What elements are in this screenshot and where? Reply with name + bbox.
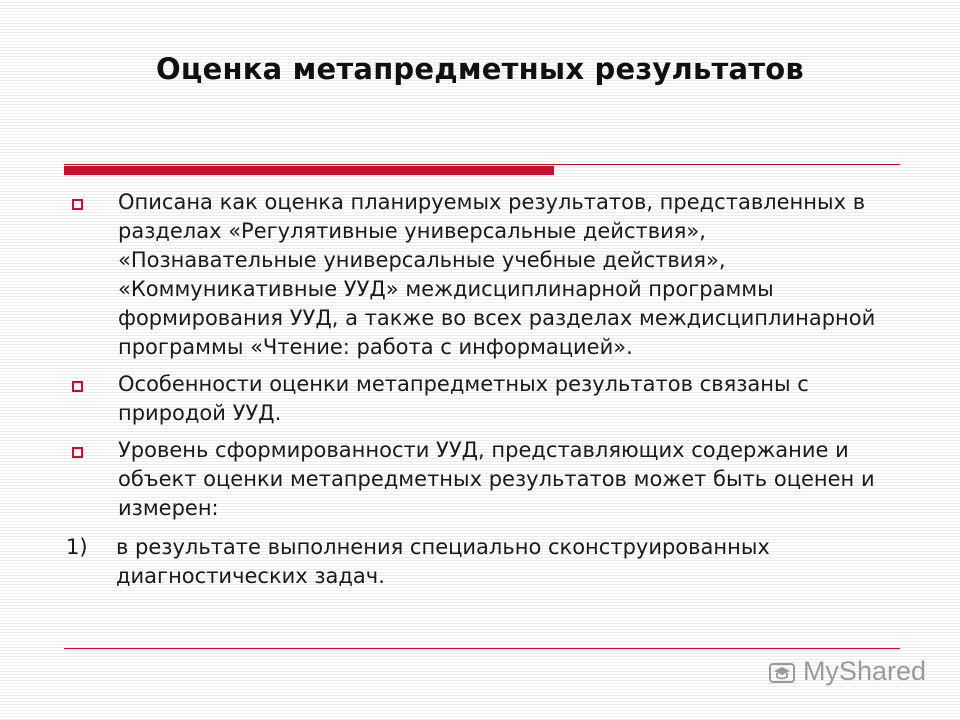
bullet-text: Уровень сформированности УУД, представляющих содержание и объект оценки метапредметных результатов может быть оценен и измерен: bbox=[118, 438, 875, 520]
bullet-text: Особенности оценки метапредметных результатов связаны с природой УУД. bbox=[118, 372, 809, 425]
square-bullet-icon bbox=[72, 447, 83, 458]
watermark bbox=[767, 656, 926, 687]
watermark-text: MyShared bbox=[802, 656, 926, 686]
title-divider-thin bbox=[64, 164, 900, 165]
numbered-item bbox=[68, 533, 880, 591]
bullet-item bbox=[68, 436, 880, 523]
numbered-item-text: в результате выполнения специально сконструированных диагностических задач. bbox=[116, 535, 770, 588]
item-number: 1) bbox=[66, 535, 88, 559]
slide-title: Оценка метапредметных результатов bbox=[156, 52, 804, 86]
bullet-text: Описана как оценка планируемых результатов, представленных в разделах «Регулятивные универсальные действия», «Познавательные универсальные учебные действия», «Коммуникативные УУД» междисциплинарной программы формирования УУД, а также во всех разделах междисциплинарной программы «Чтение: работа с информацией». bbox=[118, 190, 876, 359]
mortarboard-icon bbox=[767, 657, 797, 687]
title-divider-accent bbox=[64, 166, 554, 175]
footer-divider bbox=[64, 648, 900, 649]
square-bullet-icon bbox=[72, 199, 83, 210]
bullet-item bbox=[68, 188, 880, 362]
slide-body bbox=[68, 188, 880, 591]
bullet-item bbox=[68, 370, 880, 428]
square-bullet-icon bbox=[72, 381, 83, 392]
